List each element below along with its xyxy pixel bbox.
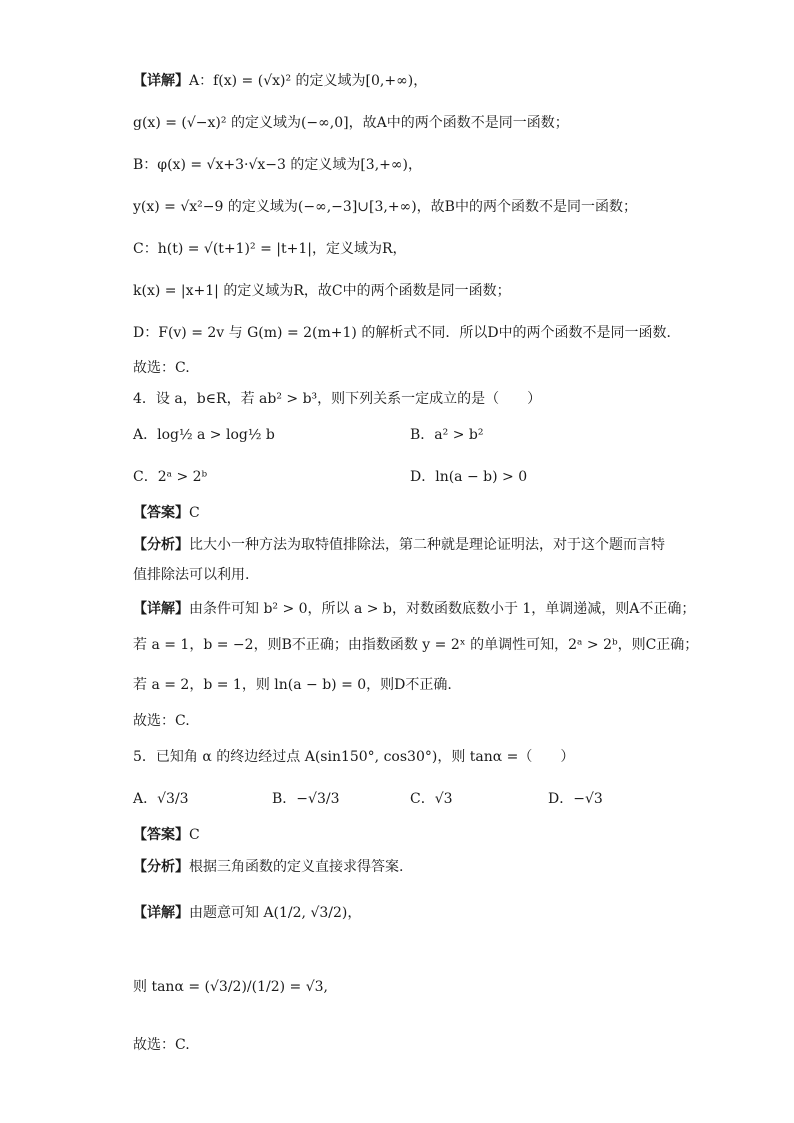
detail-tag: 【详解】: [133, 73, 189, 89]
q5-detail-text-1: 由题意可知 A(1/2, √3/2)，: [189, 905, 362, 921]
q3-line-a1-text: A：f(x) = (√x)² 的定义域为[0,+∞)，: [189, 73, 428, 89]
q3-detail-line-a2: g(x) = (√−x)² 的定义域为(−∞,0]，故A中的两个函数不是同一函数；: [133, 115, 569, 131]
q4-analysis-text-1: 比大小一种方法为取特值排除法，第二种就是理论证明法，对于这个题而言特: [189, 537, 665, 553]
q4-detail-line-3: 若 a = 2，b = 1，则 ln(a − b) = 0，则D不正确.: [133, 677, 452, 693]
q4-analysis-line-1: [133, 534, 665, 556]
analysis-tag: 【分析】: [133, 859, 189, 875]
q5-detail-line-2: 则 tanα = (√3/2)/(1/2) = √3,: [133, 979, 328, 995]
q5-analysis-text: 根据三角函数的定义直接求得答案.: [189, 859, 404, 875]
q5-option-c: C．√3: [410, 791, 453, 807]
q4-option-a: A．log½ a > log½ b: [133, 427, 275, 443]
q3-detail-line-d: D：F(v) = 2v 与 G(m) = 2(m+1) 的解析式不同．所以D中的两个函数不是同一函数．: [133, 325, 681, 341]
q4-answer-line: [133, 502, 200, 524]
q5-detail-line-1: [133, 902, 361, 924]
q5-option-b: B．−√3/3: [272, 791, 340, 807]
q4-detail-text-1: 由条件可知 b² > 0，所以 a > b，对数函数底数小于 1，单调递减，则A不正确；: [189, 601, 696, 617]
q5-option-d: D．−√3: [548, 791, 603, 807]
q4-conclusion: 故选：C.: [133, 713, 190, 729]
q5-conclusion: 故选：C.: [133, 1037, 190, 1053]
q5-answer-line: [133, 824, 200, 846]
analysis-tag: 【分析】: [133, 537, 189, 553]
q4-analysis-line-2: 值排除法可以利用.: [133, 567, 250, 583]
q4-option-b: B．a² > b²: [410, 427, 484, 443]
detail-tag: 【详解】: [133, 905, 189, 921]
q4-option-c: C．2ᵃ > 2ᵇ: [133, 469, 208, 485]
q4-answer: C: [189, 505, 200, 521]
answer-tag: 【答案】: [133, 827, 189, 843]
q5-answer: C: [189, 827, 200, 843]
answer-tag: 【答案】: [133, 505, 189, 521]
q4-option-d: D．ln(a − b) > 0: [410, 469, 528, 485]
q3-detail-line-c1: C：h(t) = √(t+1)² = |t+1|，定义域为R，: [133, 241, 407, 257]
q5-option-a: A．√3/3: [133, 791, 189, 807]
q3-detail-line-c2: k(x) = |x+1| 的定义域为R，故C中的两个函数是同一函数；: [133, 283, 511, 299]
q4-detail-line-2: 若 a = 1，b = −2，则B不正确；由指数函数 y = 2ˣ 的单调性可知，2ᵃ > 2ᵇ，则C正确；: [133, 637, 699, 653]
q4-stem: 4．设 a，b∈R，若 ab² > b³，则下列关系一定成立的是（ ）: [133, 391, 542, 407]
q5-analysis-line: [133, 856, 403, 878]
q3-detail-line-a1: [133, 70, 427, 92]
q4-detail-line-1: [133, 598, 695, 620]
q3-detail-line-b1: B：φ(x) = √x+3·√x−3 的定义域为[3,+∞)，: [133, 157, 423, 173]
q3-conclusion: 故选：C.: [133, 360, 190, 376]
q3-detail-line-b2: y(x) = √x²−9 的定义域为(−∞,−3]∪[3,+∞)，故B中的两个函数不是同一函数；: [133, 199, 637, 215]
q5-stem: 5．已知角 α 的终边经过点 A(sin150°, cos30°)，则 tanα =（ ）: [133, 749, 575, 765]
detail-tag: 【详解】: [133, 601, 189, 617]
